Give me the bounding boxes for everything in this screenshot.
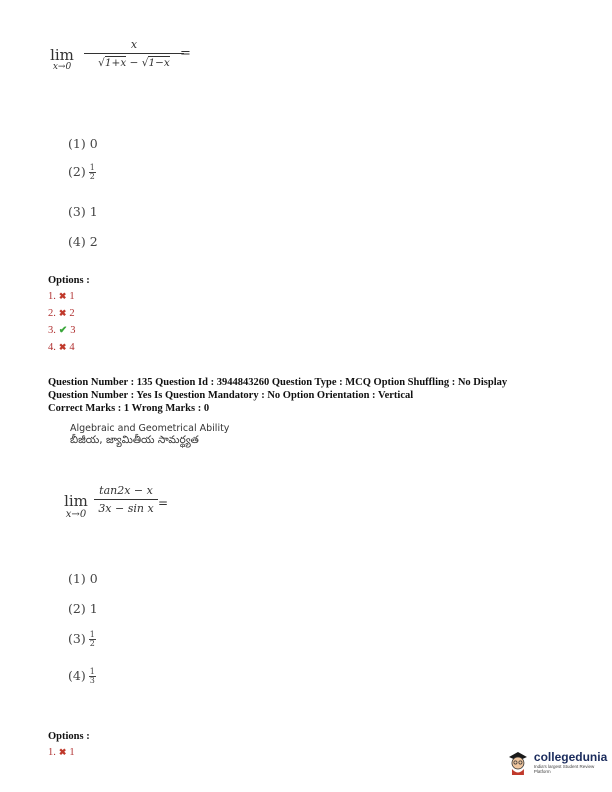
q2-expression [60, 484, 180, 524]
q1-choice-1: (1) 0 [68, 136, 98, 151]
q1-choice-2: (2) $\frac{1}{2}$ [68, 163, 95, 181]
cross-icon: ✖ [58, 291, 67, 301]
collegedunia-logo [506, 748, 612, 776]
check-icon: ✔ [58, 325, 68, 336]
minus-sign: − [129, 57, 139, 69]
lim-word: lim [50, 46, 74, 64]
option-row: 1. ✖ 1 [48, 747, 75, 758]
q1-expression [48, 38, 198, 78]
cross-icon: ✖ [58, 747, 67, 757]
numerator: x [130, 38, 138, 51]
q2-choice-2: (2) 1 [68, 601, 98, 616]
lim-word: lim [64, 492, 88, 510]
option-row-correct: 3. ✔ 3 [48, 325, 76, 336]
option-row: 4. ✖ 4 [48, 342, 75, 353]
root-1: 1+x [104, 57, 127, 69]
brand-name: collegedunia [533, 749, 608, 764]
root-2: 1−x [148, 57, 170, 69]
meta-line-1: Question Number : 135 Question Id : 3944843260 Question Type : MCQ Option Shuffling : No Display [48, 377, 508, 388]
meta-line-2: Question Number : Yes Is Question Mandatory : No Option Orientation : Vertical [48, 390, 414, 401]
section-label [70, 423, 229, 449]
q2-choice-3: (3) $\frac{1}{2}$ [68, 630, 95, 648]
section-telugu: బీజీయ, జ్యామితీయ సామర్థ్యత [70, 434, 199, 446]
cross-icon: ✖ [58, 342, 67, 352]
section-english: Algebraic and Geometrical Ability [70, 423, 230, 434]
q2-choice-4: (4) $\frac{1}{3}$ [68, 667, 95, 685]
option-row: 1. ✖ 1 [48, 291, 75, 302]
options-heading: Options : [48, 275, 90, 286]
brand-tagline: India's largest Student Review Platform [533, 763, 595, 774]
numerator: tan2x − x [99, 484, 153, 497]
equals-sign: = [180, 46, 191, 61]
option-row: 2. ✖ 2 [48, 308, 75, 319]
q1-choice-3: (3) 1 [68, 204, 98, 219]
lim-subscript: x→0 [65, 509, 87, 520]
q2-choice-1: (1) 0 [68, 571, 98, 586]
options-heading: Options : [48, 731, 90, 742]
question-meta [48, 376, 507, 415]
lim-subscript: x→0 [52, 62, 72, 72]
denominator: √1+x − √1−x [84, 53, 184, 69]
denominator: 3x − sin x [94, 499, 158, 515]
cross-icon: ✖ [58, 308, 67, 318]
q1-choice-4: (4) 2 [68, 234, 98, 249]
meta-line-3: Correct Marks : 1 Wrong Marks : 0 [48, 403, 210, 414]
mascot-icon [506, 748, 530, 776]
equals-sign: = [158, 496, 169, 510]
